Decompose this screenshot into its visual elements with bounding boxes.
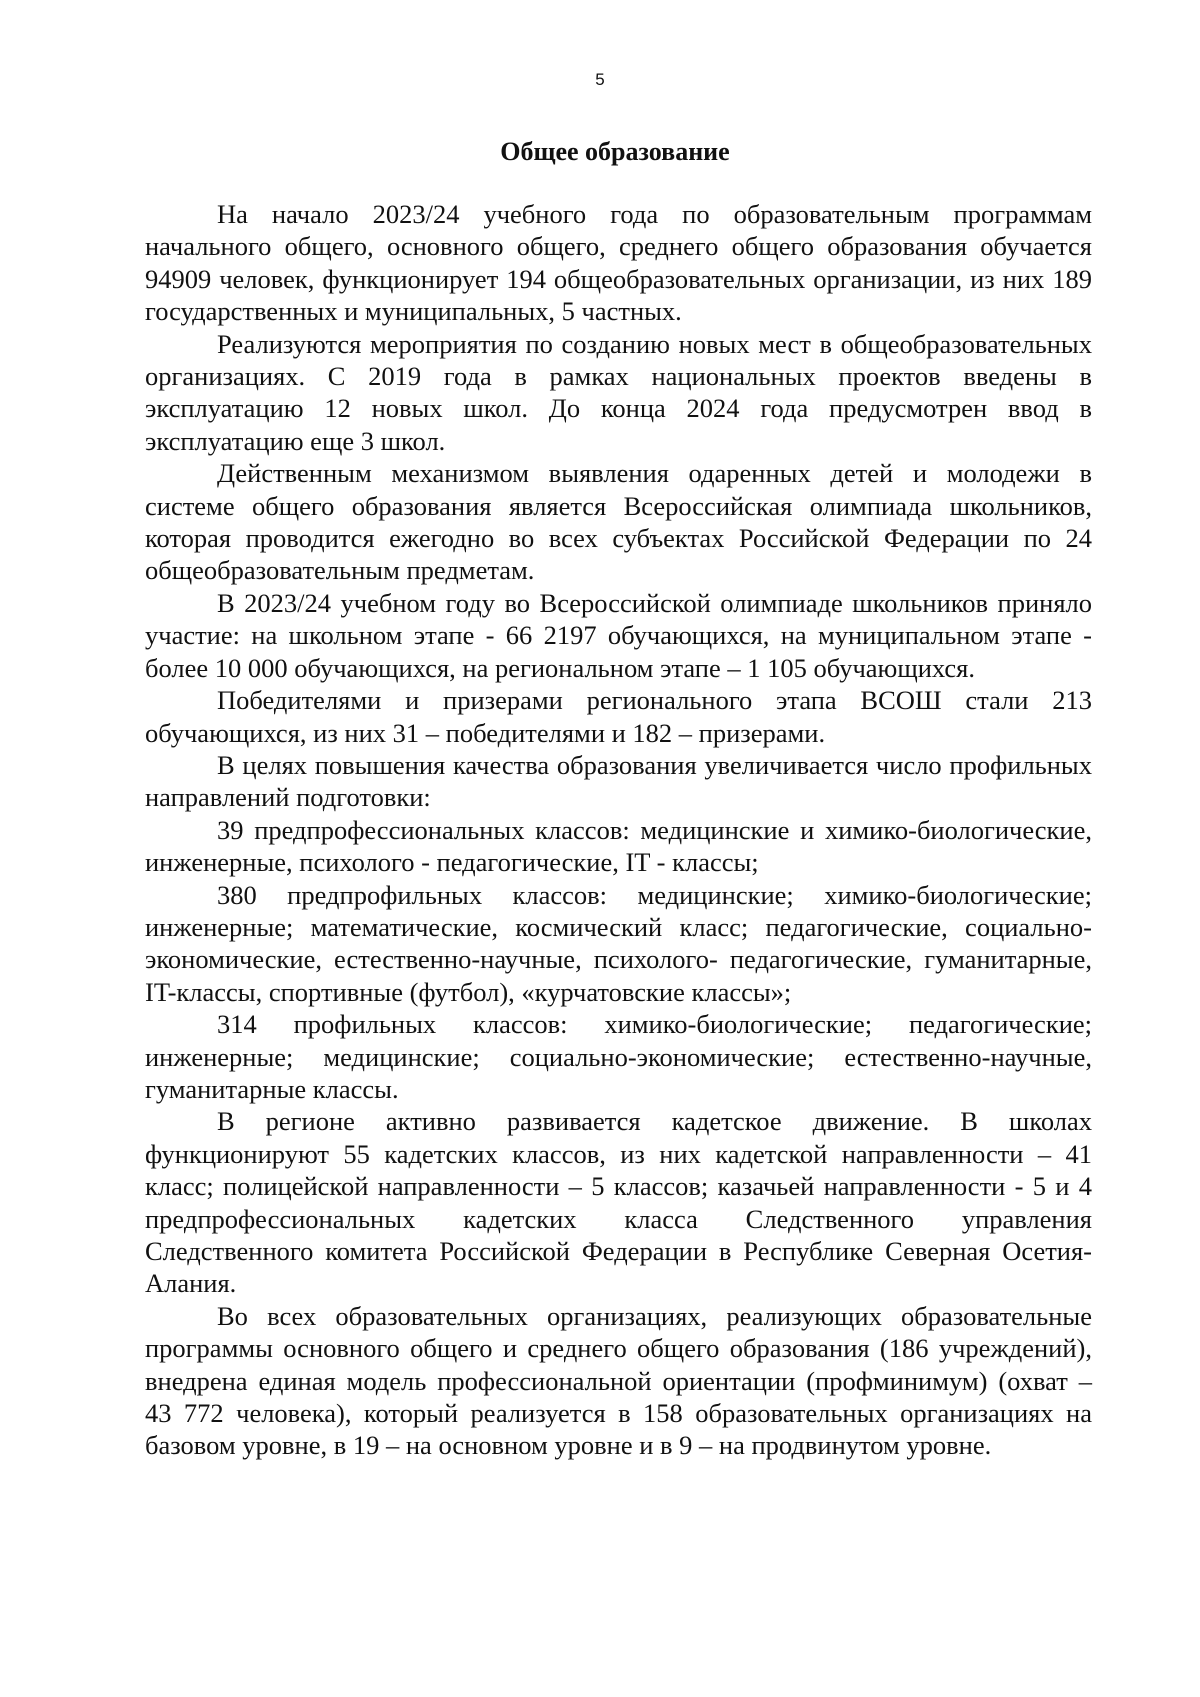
page-number: 5 [595, 70, 605, 89]
section-title: Общее образование [500, 137, 730, 166]
paragraph-preprofessional-classes: 39 предпрофессиональных классов: медицинские и химико-биологические, инженерные, психолого - педагогические, IT - классы; [145, 814, 1092, 878]
paragraph-career-guidance: Во всех образовательных организациях, реализующих образовательные программы основного общего и среднего общего образования (186 учреждений), внедрена единая модель профессиональной ориентации (профминимум) (охват – 43 772 человека), который реализуется в 158 образовательных организациях на базовом уровне, в 19 – на основном уровне и в 9 – на продвинутом уровне. [145, 1300, 1092, 1461]
paragraph-enrollment: На начало 2023/24 учебного года по образовательным программам начального общего, основного общего, среднего общего образования обучается 94909 человек, функционирует 194 общеобразовательных организации, из них 189 государственных и муниципальных, 5 частных. [145, 199, 1092, 327]
paragraph-profile-directions: В целях повышения качества образования увеличивается число профильных направлений подготовки: [145, 749, 1092, 813]
paragraph-preprofile-classes: 380 предпрофильных классов: медицинские; химико-биологические; инженерные; математические, космический класс; педагогические, социально-экономические, естественно-научные, психолого- педагогические, гуманитарные, IT-классы, спортивные (футбол), «курчатовские классы»; [145, 879, 1092, 1007]
paragraph-olympiad-participation: В 2023/24 учебном году во Всероссийской олимпиаде школьников приняло участие: на школьном этапе - 66 2197 обучающихся, на муниципальном этапе - более 10 000 обучающихся, на региональном этапе – 1 105 обучающихся. [145, 587, 1092, 683]
paragraph-new-places: Реализуются мероприятия по созданию новых мест в общеобразовательных организациях. С 2019 года в рамках национальных проектов введены в эксплуатацию 12 новых школ. До конца 2024 года предусмотрен ввод в эксплуатацию еще 3 школ. [145, 328, 1092, 456]
paragraph-profile-classes: 314 профильных классов: химико-биологические; педагогические; инженерные; медицинские; социально-экономические; естественно-научные, гуманитарные классы. [145, 1009, 1092, 1104]
paragraph-olympiad: Действенным механизмом выявления одаренных детей и молодежи в системе общего образования является Всероссийская олимпиада школьников, которая проводится ежегодно во всех субъектах Российской Федерации по 24 общеобразовательным предметам. [145, 458, 1092, 586]
document-body [145, 198, 1092, 1462]
paragraph-winners: Победителями и призерами регионального этапа ВСОШ стали 213 обучающихся, из них 31 – победителями и 182 – призерами. [145, 685, 1092, 748]
paragraph-cadet-movement: В регионе активно развивается кадетское движение. В школах функционируют 55 кадетских классов, из них кадетской направленности – 41 класс; полицейской направленности – 5 классов; казачьей направленности - 5 и 4 предпрофессиональных кадетских класса Следственного управления Следственного комитета Российской Федерации в Республике Северная Осетия-Алания. [145, 1106, 1092, 1299]
